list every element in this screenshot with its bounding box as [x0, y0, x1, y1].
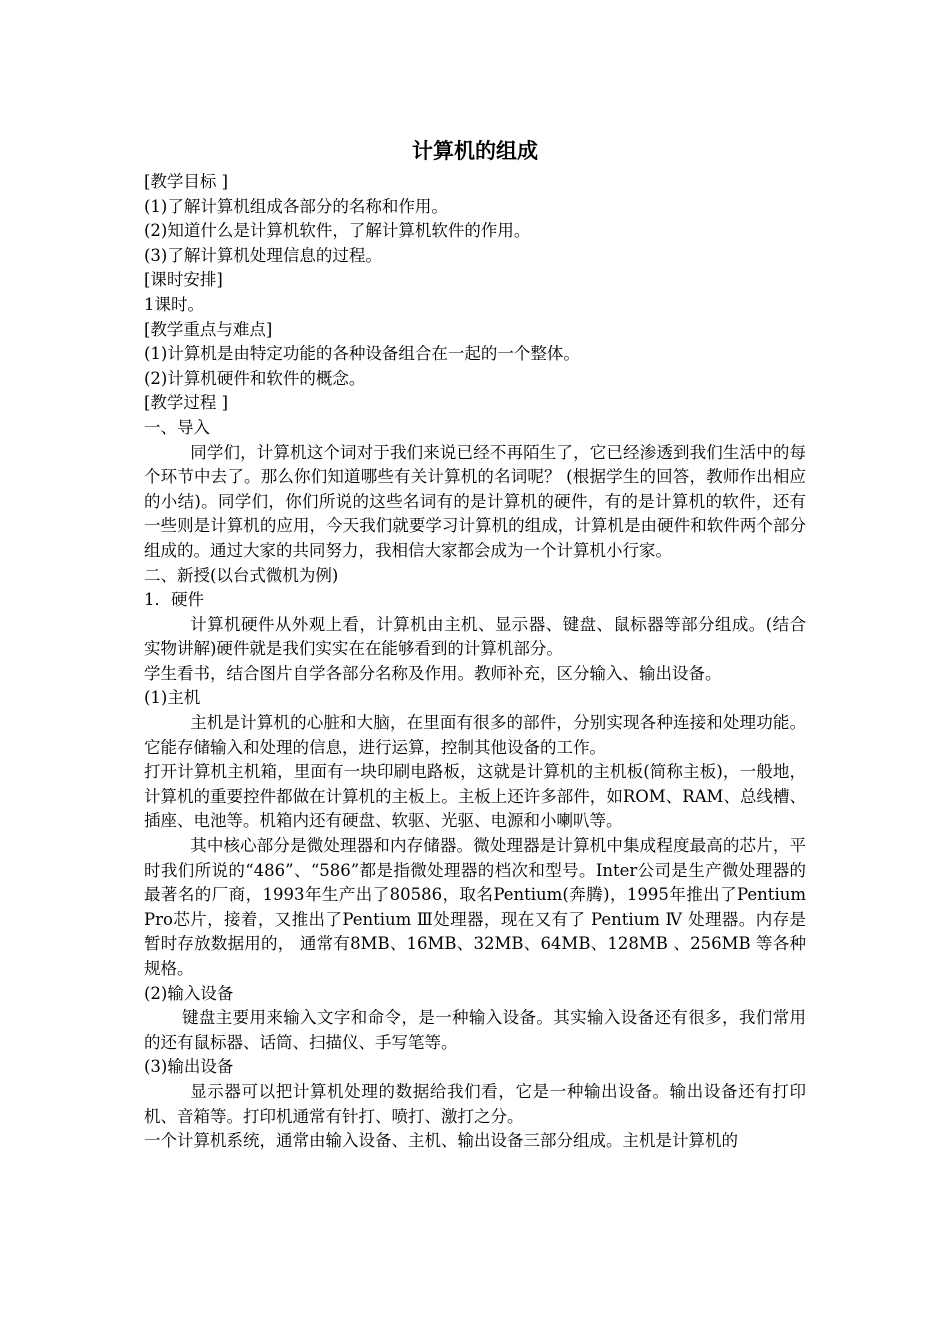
text-line: (2)输入设备 [144, 983, 234, 1003]
document-body [144, 170, 806, 1154]
text-line: 1课时。 [144, 294, 204, 314]
document-title: 计算机的组成 [412, 138, 538, 163]
paragraph: 键盘主要用来输入文字和命令，是一种输入设备。其实输入设备还有很多，我们常用的还有鼠标器、话筒、扫描仪、手写笔等。 [144, 1008, 806, 1052]
text-line: 1．硬件 [144, 590, 204, 610]
text-line: (2)计算机硬件和软件的概念。 [144, 368, 366, 388]
paragraph: 一个计算机系统，通常由输入设备、主机、输出设备三部分组成。主机是计算机的 [144, 1131, 738, 1151]
paragraph: 同学们，计算机这个词对于我们来说已经不再陌生了，它已经渗透到我们生活中的每个环节中去了。那么你们知道哪些有关计算机的名词呢？ (根据学生的回答，教师作出相应的小结)。同学们，你们所说的这些名词有的是计算机的硬件，有的是计算机的软件，还有一些则是计算机的应用，今天我们就要学习计算机的组成，计算机是由硬件和软件两个部分组成的。通过大家的共同努力，我相信大家都会成为一个计算机小行家。 [144, 442, 806, 560]
text-line: (1)了解计算机组成各部分的名称和作用。 [144, 196, 448, 216]
paragraph: 其中核心部分是微处理器和内存储器。微处理器是计算机中集成程度最高的芯片，平时我们所说的“486”、“586”都是指微处理器的档次和型号。Inter公司是生产微处理器的最著名的厂商，1993年生产出了80586，取名Pentium(奔腾)，1995年推出了Pentium Pro芯片，接着，又推出了Pentium Ⅲ处理器，现在又有了 Pentium Ⅳ 处理器。内存是暂时存放数据用的， 通常有8MB、16MB、32MB、64MB、128MB 、256MB 等各种规格。 [144, 836, 806, 978]
text-line: (3)了解计算机处理信息的过程。 [144, 245, 382, 265]
text-line: 二、新授(以台式微机为例) [144, 565, 339, 585]
text-line: (3)输出设备 [144, 1057, 234, 1077]
text-line: [教学目标 ] [144, 172, 229, 191]
text-line: 一、导入 [144, 417, 210, 437]
paragraph: 打开计算机主机箱，里面有一块印刷电路板，这就是计算机的主机板(简称主板)，一般地，计算机的重要控件都做在计算机的主板上。主板上还许多部件，如ROM、RAM、总线槽、插座、电池等。机箱内还有硬盘、软驱、光驱、电源和小喇叭等。 [144, 762, 806, 831]
paragraph: 显示器可以把计算机处理的数据给我们看，它是一种输出设备。输出设备还有打印机、音箱等。打印机通常有针打、喷打、激打之分。 [144, 1081, 806, 1126]
text-line: (2)知道什么是计算机软件，了解计算机软件的作用。 [144, 221, 531, 241]
text-line: [教学过程 ] [144, 393, 229, 413]
text-line: [教学重点与难点] [144, 319, 273, 339]
text-line: [课时安排] [144, 270, 223, 290]
paragraph: 主机是计算机的心脏和大脑，在里面有很多的部件，分别实现各种连接和处理功能。它能存储输入和处理的信息，进行运算，控制其他设备的工作。 [144, 713, 806, 757]
text-line: 学生看书，结合图片自学各部分名称及作用。教师补充，区分输入、输出设备。 [144, 663, 722, 683]
text-line: (1)主机 [144, 688, 201, 708]
document-page [144, 132, 806, 1154]
text-line: (1)计算机是由特定功能的各种设备组合在一起的一个整体。 [144, 344, 580, 364]
paragraph: 计算机硬件从外观上看，计算机由主机、显示器、键盘、鼠标器等部分组成。(结合实物讲解)硬件就是我们实实在在能够看到的计算机部分。 [144, 614, 806, 659]
